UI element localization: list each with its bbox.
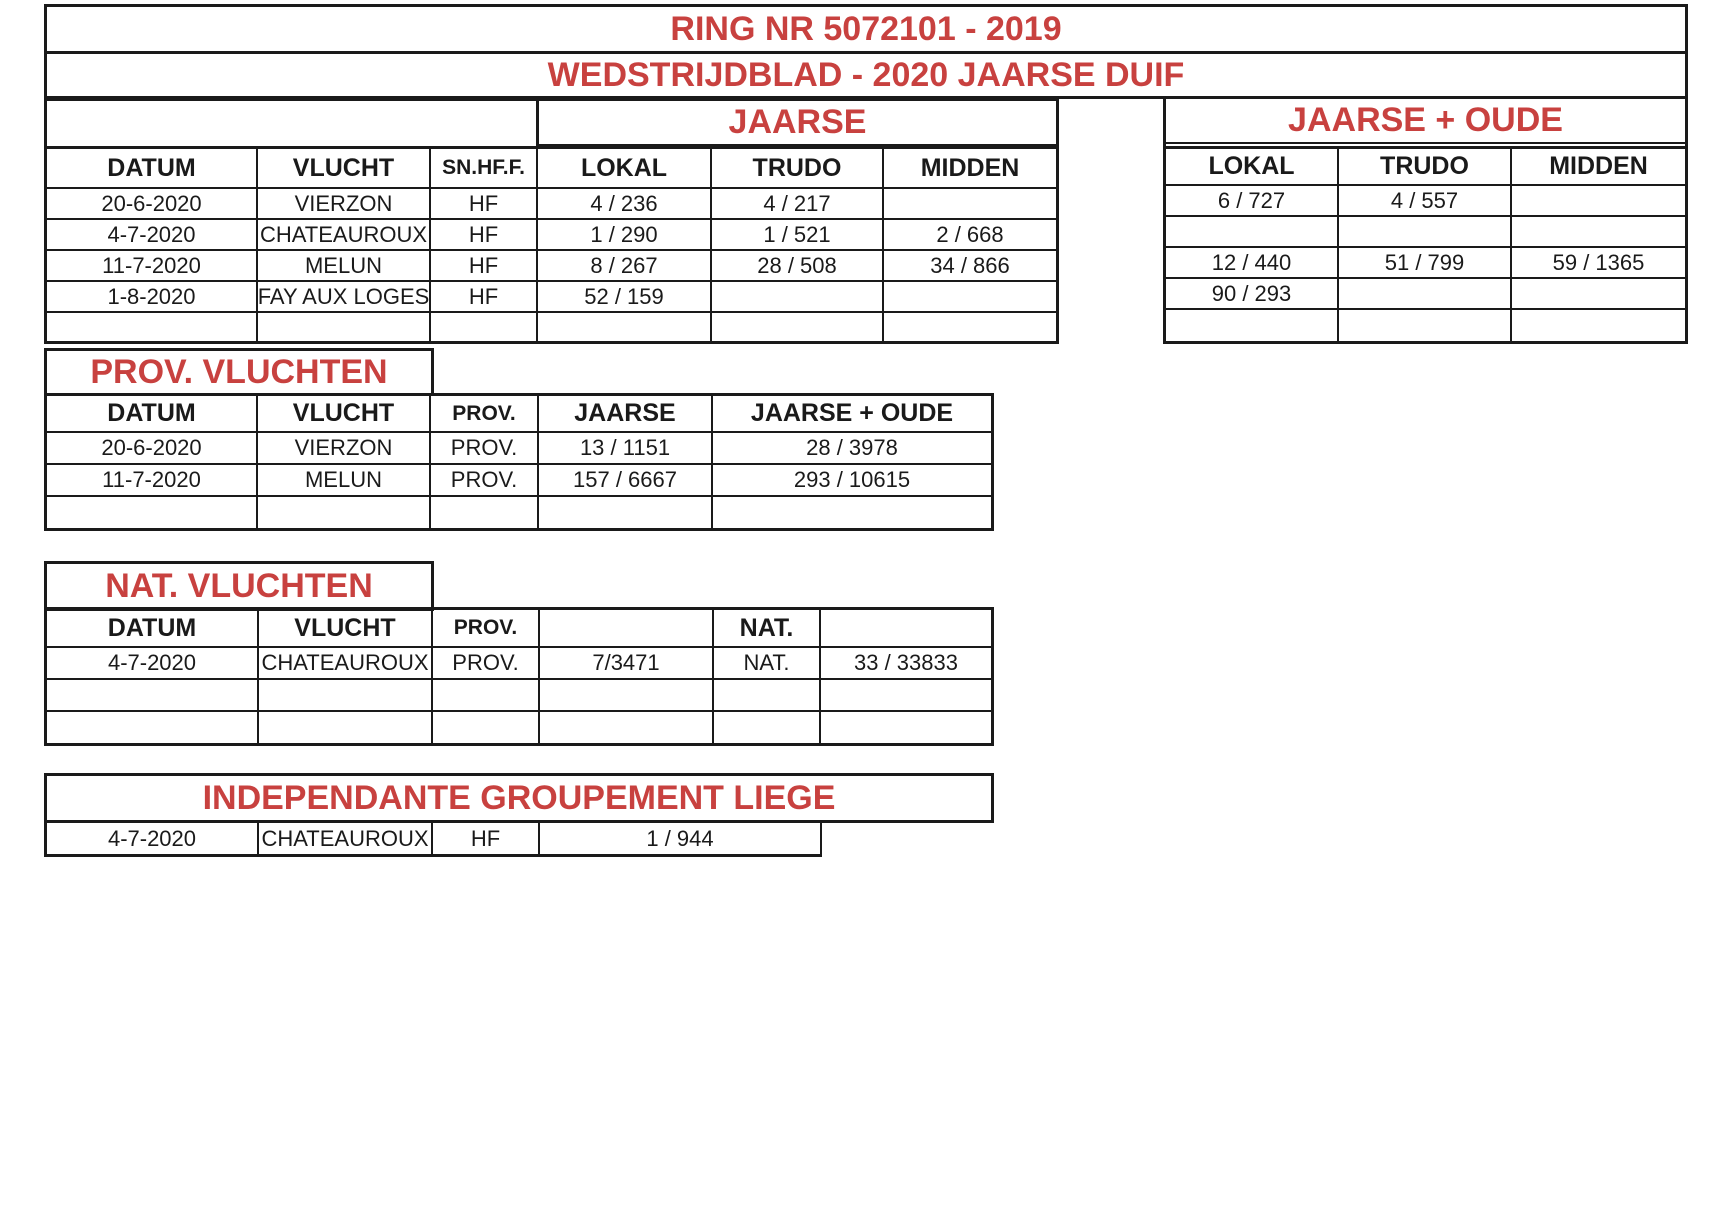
table-row-1-vlucht: CHATEAUROUX <box>258 220 431 251</box>
table-row-1-datum: 4-7-2020 <box>47 220 258 251</box>
independante-title-box <box>44 773 994 823</box>
nat-row-1-type <box>433 680 540 712</box>
prov-row-0-datum: 20-6-2020 <box>47 433 258 465</box>
table-row-0-vlucht: VIERZON <box>258 189 431 220</box>
nat-col-type: PROV. <box>433 610 540 648</box>
col-lokal: LOKAL <box>538 149 712 189</box>
table-row-4-datum <box>47 313 258 341</box>
prov-title: PROV. VLUCHTEN <box>90 352 388 391</box>
independante-vlucht: CHATEAUROUX <box>259 823 433 855</box>
nat-row-1-vlucht <box>259 680 433 712</box>
nat-row-2-nat-type <box>714 712 821 743</box>
col-jo-trudo: TRUDO <box>1339 146 1512 186</box>
table-row-3-datum: 1-8-2020 <box>47 282 258 313</box>
table-row-1-trudo: 1 / 521 <box>712 220 884 251</box>
prov-row-2-type <box>431 497 539 528</box>
independante-title: INDEPENDANTE GROUPEMENT LIEGE <box>202 778 836 817</box>
table-row-1-jo-trudo <box>1339 217 1512 248</box>
nat-col-blank <box>540 610 714 648</box>
ring-title-box <box>44 4 1688 54</box>
prov-row-1-type: PROV. <box>431 465 539 497</box>
table-row-2-trudo: 28 / 508 <box>712 251 884 282</box>
blank-column-divider <box>1056 98 1059 344</box>
table-row-0-type: HF <box>431 189 538 220</box>
table-row-4-jo-trudo <box>1339 310 1512 341</box>
nat-col-datum: DATUM <box>47 610 259 648</box>
table-row-2-datum: 11-7-2020 <box>47 251 258 282</box>
table-row-0-lokal: 4 / 236 <box>538 189 712 220</box>
nat-row-1-prov-result <box>540 680 714 712</box>
nat-col-nat: NAT. <box>714 610 821 648</box>
table-row-4-type <box>431 313 538 341</box>
table-row-2-jo-trudo: 51 / 799 <box>1339 248 1512 279</box>
table-row-2-type: HF <box>431 251 538 282</box>
sheet-title-box <box>44 51 1688 99</box>
prov-row-0-vlucht: VIERZON <box>258 433 431 465</box>
prov-col-type: PROV. <box>431 396 539 433</box>
table-row-1-type: HF <box>431 220 538 251</box>
prov-col-datum: DATUM <box>47 396 258 433</box>
table-row-0-jo-lokal: 6 / 727 <box>1166 186 1339 217</box>
nat-row-2-vlucht <box>259 712 433 743</box>
prov-row-1-jaarse-oude: 293 / 10615 <box>713 465 991 497</box>
nat-row-0-nat-result: 33 / 33833 <box>821 648 991 680</box>
prov-row-0-type: PROV. <box>431 433 539 465</box>
table-row-1-jo-midden <box>1512 217 1685 248</box>
nat-row-1-datum <box>47 680 259 712</box>
table-row-3-type: HF <box>431 282 538 313</box>
prov-row-0-jaarse-oude: 28 / 3978 <box>713 433 991 465</box>
col-vlucht: VLUCHT <box>258 149 431 189</box>
table-row-3-jo-trudo <box>1339 279 1512 310</box>
table-row-2-lokal: 8 / 267 <box>538 251 712 282</box>
table-row-2-vlucht: MELUN <box>258 251 431 282</box>
independante-type: HF <box>433 823 540 855</box>
table-row-4-lokal <box>538 313 712 341</box>
nat-row-0-prov-result: 7/3471 <box>540 648 714 680</box>
table-row-2-jo-midden: 59 / 1365 <box>1512 248 1685 279</box>
nat-row-2-type <box>433 712 540 743</box>
table-row-4-vlucht <box>258 313 431 341</box>
prov-col-jaarse: JAARSE <box>539 396 713 433</box>
prov-title-box <box>44 348 434 396</box>
table-row-3-midden <box>884 282 1056 313</box>
nat-title-box <box>44 561 434 611</box>
prov-row-2-vlucht <box>258 497 431 528</box>
nat-row-1-nat-type <box>714 680 821 712</box>
prov-col-vlucht: VLUCHT <box>258 396 431 433</box>
nat-title: NAT. VLUCHTEN <box>105 566 373 605</box>
table-row-1-lokal: 1 / 290 <box>538 220 712 251</box>
nat-row-0-type: PROV. <box>433 648 540 680</box>
nat-col-vlucht: VLUCHT <box>259 610 433 648</box>
nat-row-0-datum: 4-7-2020 <box>47 648 259 680</box>
group-jaarse-oude: JAARSE + OUDE <box>1166 99 1685 144</box>
prov-row-1-datum: 11-7-2020 <box>47 465 258 497</box>
table-row-0-jo-midden <box>1512 186 1685 217</box>
table-row-1-jo-lokal <box>1166 217 1339 248</box>
table-row-0-trudo: 4 / 217 <box>712 189 884 220</box>
nat-row-2-datum <box>47 712 259 743</box>
prov-row-1-vlucht: MELUN <box>258 465 431 497</box>
table-row-0-datum: 20-6-2020 <box>47 189 258 220</box>
table-row-0-midden <box>884 189 1056 220</box>
prov-row-2-jaarse <box>539 497 713 528</box>
table-row-4-jo-lokal <box>1166 310 1339 341</box>
table-row-4-trudo <box>712 313 884 341</box>
nat-row-1-nat-result <box>821 680 991 712</box>
col-midden: MIDDEN <box>884 149 1056 189</box>
table-row-3-jo-midden <box>1512 279 1685 310</box>
ring-title: RING NR 5072101 - 2019 <box>670 9 1062 48</box>
nat-col-blank-2 <box>821 610 991 648</box>
independante-datum: 4-7-2020 <box>47 823 259 855</box>
col-type: SN.HF.F. <box>431 149 538 189</box>
table-row-3-jo-lokal: 90 / 293 <box>1166 279 1339 310</box>
prov-row-2-datum <box>47 497 258 528</box>
col-datum: DATUM <box>47 149 258 189</box>
table-row-1-midden: 2 / 668 <box>884 220 1056 251</box>
table-row-3-lokal: 52 / 159 <box>538 282 712 313</box>
nat-row-0-vlucht: CHATEAUROUX <box>259 648 433 680</box>
col-jo-lokal: LOKAL <box>1166 146 1339 186</box>
nat-row-2-prov-result <box>540 712 714 743</box>
prov-row-0-jaarse: 13 / 1151 <box>539 433 713 465</box>
nat-row-0-nat-type: NAT. <box>714 648 821 680</box>
prov-col-jaarse-oude: JAARSE + OUDE <box>713 396 991 433</box>
col-trudo: TRUDO <box>712 149 884 189</box>
col-jo-midden: MIDDEN <box>1512 146 1685 186</box>
table-row-2-midden: 34 / 866 <box>884 251 1056 282</box>
sheet-title: WEDSTRIJDBLAD - 2020 JAARSE DUIF <box>547 55 1185 94</box>
independante-result: 1 / 944 <box>646 826 714 851</box>
table-row-3-vlucht: FAY AUX LOGES <box>258 282 431 313</box>
table-row-0-jo-trudo: 4 / 557 <box>1339 186 1512 217</box>
group-jaarse: JAARSE <box>536 101 1056 146</box>
table-row-2-jo-lokal: 12 / 440 <box>1166 248 1339 279</box>
prov-row-1-jaarse: 157 / 6667 <box>539 465 713 497</box>
table-row-3-trudo <box>712 282 884 313</box>
